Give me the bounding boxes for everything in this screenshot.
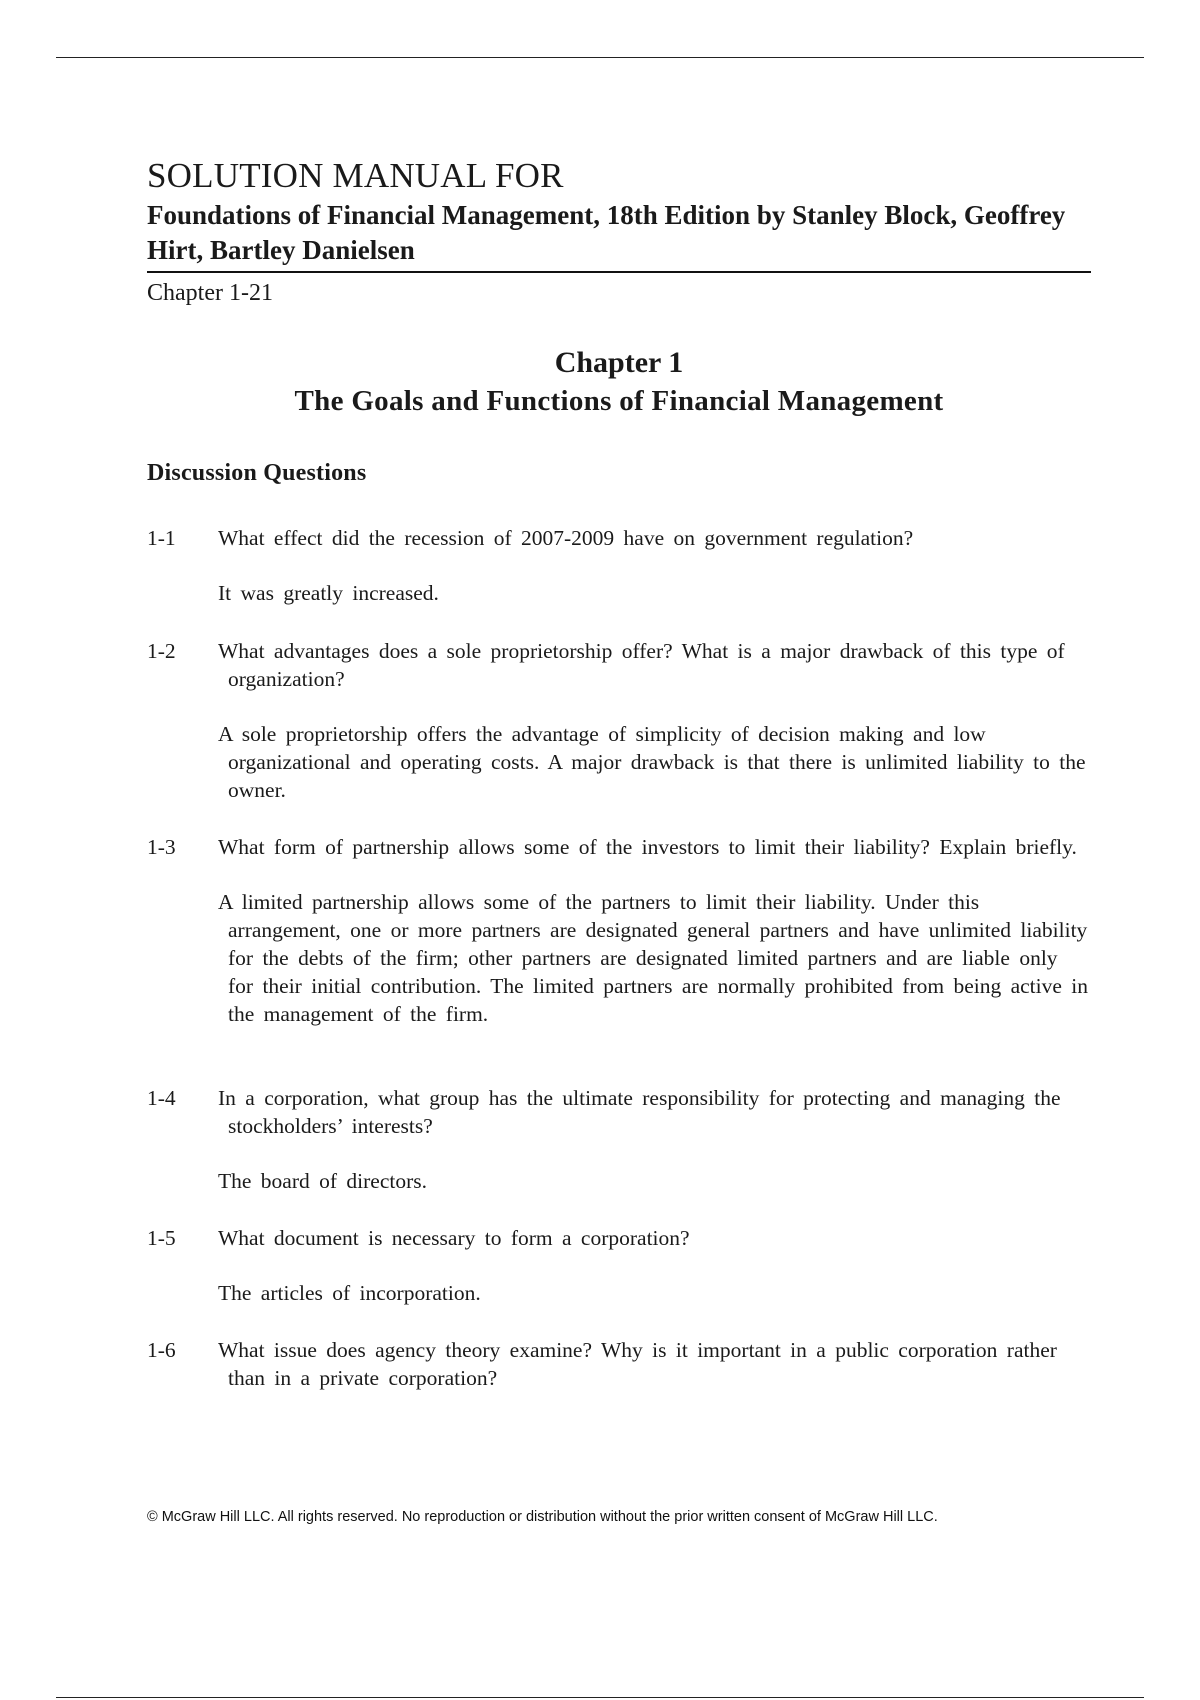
top-rule bbox=[56, 57, 1144, 58]
chapter-range: Chapter 1-21 bbox=[147, 280, 273, 306]
question-block bbox=[147, 1084, 1087, 1195]
chapter-heading bbox=[147, 344, 1091, 420]
question-block bbox=[147, 1336, 1087, 1392]
answer-text: The articles of incorporation. bbox=[218, 1281, 481, 1305]
answer-text: The board of directors. bbox=[218, 1169, 428, 1193]
chapter-name: The Goals and Functions of Financial Management bbox=[294, 385, 944, 417]
bottom-rule bbox=[56, 1697, 1144, 1698]
question-text: What form of partnership allows some of the investors to limit their liability? Explain briefly. bbox=[218, 835, 1077, 859]
chapter-number: Chapter 1 bbox=[554, 346, 684, 379]
question-text: In a corporation, what group has the ultimate responsibility for protecting and managing the stockholders’ interests? bbox=[218, 1086, 1061, 1138]
title-underline bbox=[147, 271, 1091, 273]
question-text: What effect did the recession of 2007-2009 have on government regulation? bbox=[218, 526, 914, 550]
document-title: SOLUTION MANUAL FOR bbox=[147, 156, 564, 195]
question-text: What issue does agency theory examine? Why is it important in a public corporation rather than in a private corporation? bbox=[218, 1338, 1057, 1390]
question-block bbox=[147, 524, 1087, 607]
answer-text: A limited partnership allows some of the partners to limit their liability. Under this arrangement, one or more partners are designated general partners and have unlimited liability for the debts of the firm; other partners are designated limited partners and are liable only for their initial contribution. The limited partners are normally prohibited from being active in the management of the firm. bbox=[218, 890, 1089, 1026]
question-number: 1-5 bbox=[147, 1226, 176, 1250]
question-block bbox=[147, 833, 1087, 1028]
question-number: 1-1 bbox=[147, 526, 176, 550]
question-number: 1-3 bbox=[147, 835, 176, 859]
question-number: 1-2 bbox=[147, 639, 176, 663]
document-header bbox=[147, 156, 1091, 307]
section-heading: Discussion Questions bbox=[147, 460, 367, 486]
answer-text: It was greatly increased. bbox=[218, 581, 439, 605]
copyright-footer: © McGraw Hill LLC. All rights reserved. No reproduction or distribution without the prior written consent of McGraw Hill LLC. bbox=[147, 1509, 938, 1525]
book-title: Foundations of Financial Management, 18th Edition by Stanley Block, Geoffrey Hirt, Bartley Danielsen bbox=[147, 200, 1066, 265]
question-block bbox=[147, 1224, 1087, 1307]
question-number: 1-4 bbox=[147, 1086, 176, 1110]
question-text: What document is necessary to form a corporation? bbox=[218, 1226, 690, 1250]
answer-text: A sole proprietorship offers the advantage of simplicity of decision making and low organizational and operating costs. A major drawback is that there is unlimited liability to the owner. bbox=[218, 722, 1086, 802]
question-text: What advantages does a sole proprietorship offer? What is a major drawback of this type of organization? bbox=[218, 639, 1065, 691]
question-block bbox=[147, 637, 1087, 804]
question-number: 1-6 bbox=[147, 1338, 176, 1362]
